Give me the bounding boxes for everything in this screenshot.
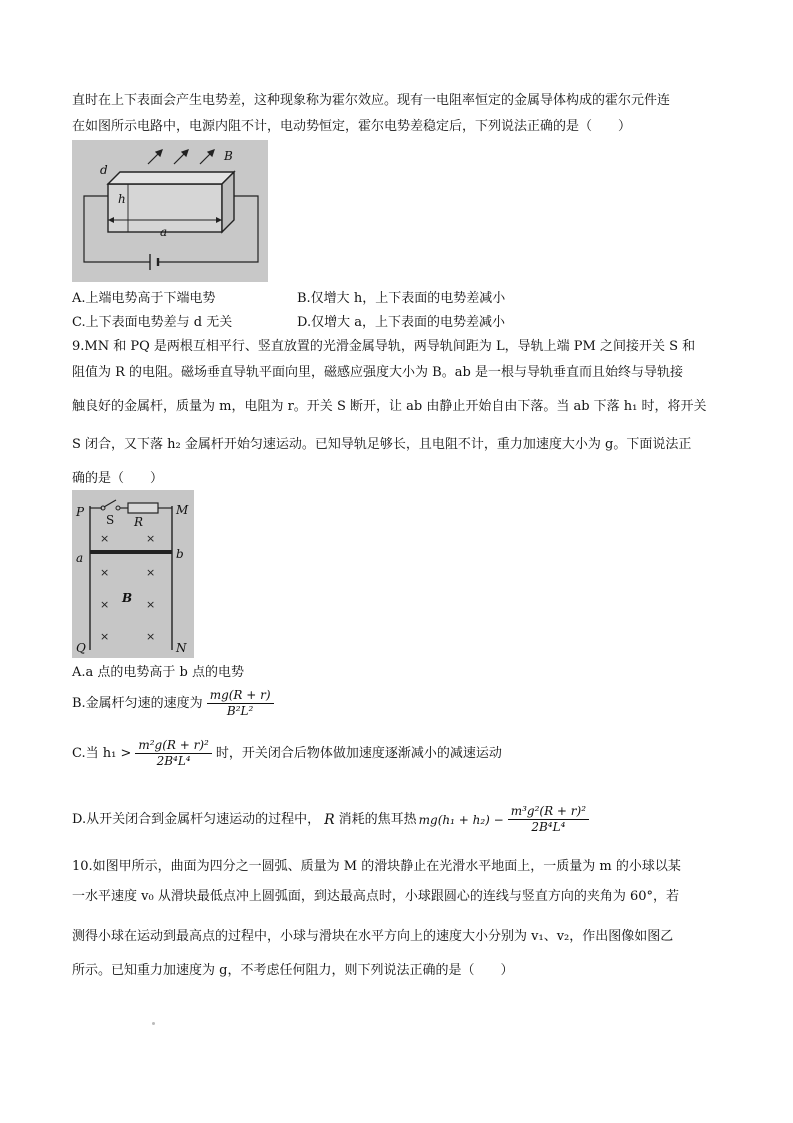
fraction-denominator: 2B⁴L⁴ [156,754,191,768]
label-a: a [76,551,84,565]
q10-text-line-4: 所示。已知重力加速度为 g，不考虑任何阻力，则下列说法正确的是（ ） [72,963,514,978]
q9-option-a: A.a 点的电势高于 b 点的电势 [72,665,244,680]
q8-text-line-2: 在如图所示电路中，电源内阻不计，电动势恒定，霍尔电势差稳定后，下列说法正确的是（ ） [72,119,632,134]
cross-7: × [100,630,110,643]
label-h: h [118,192,126,206]
cross-2: × [146,532,156,545]
q9-text-line-3: 触良好的金属杆，质量为 m，电阻为 r。开关 S 断开，让 ab 由静止开始自由下落。当 ab 下落 h₁ 时，将开关 [72,399,707,414]
label-d: d [100,163,108,177]
label-S: S [106,513,115,527]
q10-text-line-3: 测得小球在运动到最高点的过程中，小球与滑块在水平方向上的速度大小分别为 v₁、v₂，作出图像如图乙 [72,929,674,944]
scan-speck [152,1022,155,1025]
q9-text-line-4: S 闭合，又下落 h₂ 金属杆开始匀速运动。已知导轨足够长，且电阻不计，重力加速度大小为 g。下面说法正 [72,437,692,452]
q9-option-b [72,688,274,719]
cross-6: × [146,598,156,611]
q9-option-c-fraction [135,738,212,769]
label-R: R [134,515,144,529]
fraction-denominator: 2B⁴L⁴ [531,820,566,834]
q9-text-line-1: 9.MN 和 PQ 是两根互相平行、竖直放置的光滑金属导轨，两导轨间距为 L，导轨上端 PM 之间接开关 S 和 [72,339,696,354]
q8-option-b: B.仅增大 h，上下表面的电势差减小 [297,291,506,306]
cross-4: × [146,566,156,579]
q8-option-d: D.仅增大 a，上下表面的电势差减小 [297,315,505,330]
fraction-numerator: mg(R + r) [207,688,274,704]
q8-text-line-1: 直时在上下表面会产生电势差，这种现象称为霍尔效应。现有一电阻率恒定的金属导体构成的霍尔元件连 [72,93,671,108]
q9-option-b-text: B.金属杆匀速的速度为 [72,695,203,711]
label-M: M [176,503,189,517]
label-b: b [176,547,184,561]
q8-option-c: C.上下表面电势差与 d 无关 [72,315,233,330]
hall-circuit-figure [72,140,268,282]
rail-circuit-figure [72,490,194,658]
q9-option-b-fraction [207,688,274,719]
q9-option-c-suffix: 时，开关闭合后物体做加速度逐渐减小的减速运动 [215,745,502,761]
fraction-denominator: B²L² [226,704,254,718]
fraction-numerator: m²g(R + r)² [135,738,212,754]
q9-option-d-fraction [508,804,589,835]
q9-option-d-expr: mg(h₁ + h₂) − [418,812,504,827]
cross-8: × [146,630,156,643]
label-N: N [176,641,187,655]
label-B: B [224,149,233,163]
cross-1: × [100,532,110,545]
q8-option-a: A.上端电势高于下端电势 [72,291,216,306]
q9-option-d-prefix: D.从开关闭合到金属杆匀速运动的过程中， [72,811,321,827]
label-P: P [76,505,85,519]
q9-option-d-R: R [324,811,335,828]
q10-text-line-2: 一水平速度 v₀ 从滑块最低点冲上圆弧面，到达最高点时，小球跟圆心的连线与竖直方向的夹角为 60°，若 [72,889,679,904]
q10-text-line-1: 10.如图甲所示，曲面为四分之一圆弧、质量为 M 的滑块静止在光滑水平地面上，一质量为 m 的小球以某 [72,859,681,874]
label-Q: Q [76,641,86,655]
cross-3: × [100,566,110,579]
label-B-field: B [122,591,133,605]
label-a: a [160,225,168,239]
q9-option-d-mid: 消耗的焦耳热 [338,811,417,827]
q9-text-line-5: 确的是（ ） [72,471,164,486]
q9-option-c [72,738,502,769]
q9-option-d [72,804,589,835]
cross-5: × [100,598,110,611]
q9-option-c-prefix: C.当 h₁ > [72,745,132,761]
fraction-numerator: m³g²(R + r)² [508,804,589,820]
q9-text-line-2: 阻值为 R 的电阻。磁场垂直导轨平面向里，磁感应强度大小为 B。ab 是一根与导轨垂直而且始终与导轨接 [72,365,683,380]
